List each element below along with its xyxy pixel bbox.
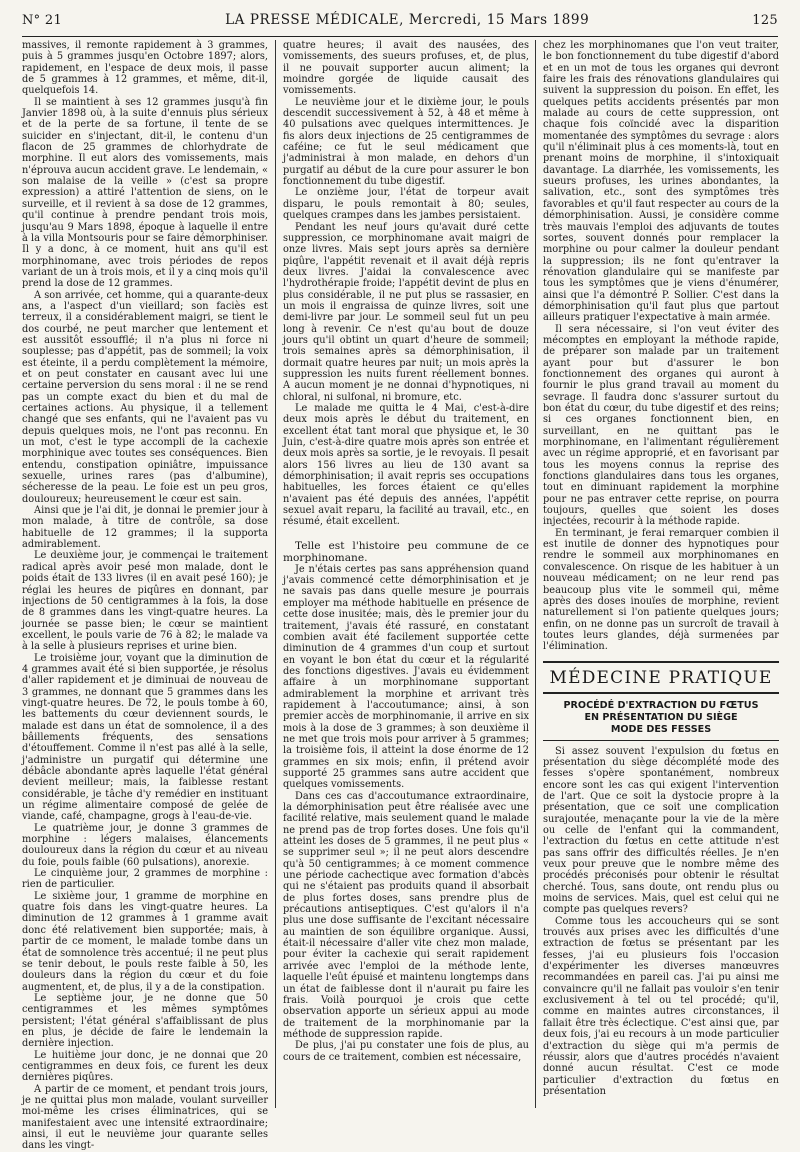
paragraph: Le neuvième jour et le dixième jour, le pouls descendit successivement à 52, à 48 et même à 40 pulsations avec quelques intermittences. Je fis alors deux injections de 25 centigrammes de caféine; ce fut le seul médicament que j'administrai à mon malade, en dehors d'un purgatif au début de la cure pour assurer le bon fonctionnement du tube digestif. — [283, 96, 529, 188]
column-3 — [543, 40, 779, 1110]
column-2 — [283, 40, 529, 1110]
column-separator — [535, 40, 536, 1108]
paragraph: Telle est l'histoire peu commune de ce morphinomane. — [283, 539, 529, 564]
paragraph: A son arrivée, cet homme, qui a quarante-deux ans, a l'aspect d'un vieillard; son faciès est terreux, il a considérablement maigri, se tient le dos courbé, ne peut marcher que lentement et est aussitôt essoufflé; il n'a plus ni force ni souplesse; pas d'appétit, pas de sommeil; la voix est éteinte, il a perdu complètement la mémoire, et on peut constater en causant avec lui une certaine perversion du sens moral : il ne se rend pas un compte exact du bien et du mal de certaines actions. Au physique, il a tellement changé que ses enfants, qui ne l'avaient pas vu depuis quelques mois, ne l'ont pas reconnu. En un mot, c'est le type accompli de la cachexie morphinique avec toutes ses conséquences. Bien entendu, constipation opiniâtre, impuissance sexuelle, urines rares (pas d'albumine), sécheresse de la peau. Le foie est un peu gros, douloureux; heureusement le cœur est sain. — [22, 289, 268, 505]
paragraph: Le septième jour, je ne donne que 50 centigrammes et les mêmes symptômes persistent; l'état général s'affaiblissant de plus en plus, je décide de faire le lendemain la dernière injection. — [22, 992, 268, 1050]
article-title — [543, 700, 779, 736]
paragraph: Il se maintient à ses 12 grammes jusqu'à fin Janvier 1898 où, à la suite d'ennuis plus sérieux et de la perte de sa fortune, il tente de se suicider en s'injectant, dit-il, le contenu d'un flacon de 25 grammes de chlorhydrate de morphine. Il eut alors des vomissements, mais n'éprouva aucun accident grave. Le lendemain, « son malaise de la veille » (c'est sa propre expression) a attiré l'attention de siens, on le surveille, et il revient à sa dose de 12 grammes, qu'il continue à prendre pendant trois mois, jusqu'au 9 Mars 1898, époque à laquelle il entre à la villa Montsouris pour se faire démorphiniser. Il y a donc, à ce moment, huit ans qu'il est morphinomane, avec trois périodes de repos variant de un à trois mois, et il y a cinq mois qu'il prend la dose de 12 grammes. — [22, 96, 268, 290]
journal-title: LA PRESSE MÉDICALE, Mercredi, 15 Mars 1899 — [225, 12, 590, 28]
paragraph: De plus, j'ai pu constater une fois de plus, au cours de ce traitement, combien est nécessaire, — [283, 1040, 529, 1063]
paragraph: Le cinquième jour, 2 grammes de morphine : rien de particulier. — [22, 868, 268, 891]
column-separator — [275, 40, 276, 1108]
page-number: N° 21 — [22, 13, 63, 28]
paragraph: Je n'étais certes pas sans appréhension quand j'avais commencé cette démorphinisation et je ne savais pas dans quelle mesure je pourrais employer ma méthode habituelle en présence de cette dose inusitée; mais, dès le premier jour du traitement, j'avais été rassuré, en constatant combien avait été facilement supportée cette diminution de 4 grammes d'un coup et surtout en voyant le bon état du cœur et la régularité des fonctions digestives. J'avais eu évidemment affaire à un morphinomane supportant admirablement la morphine et arrivant très rapidement à l'accoutumance; ainsi, à son premier accès de morphinomanie, il arrive en six mois à la dose de 3 grammes; à son deuxième il ne met que trois mois pour arriver à 5 grammes; la troisième fois, il atteint la dose énorme de 12 grammes en six mois; enfin, il prétend avoir supporté 25 grammes sans autre accident que quelques vomissements. — [283, 563, 529, 791]
paragraph: Le malade me quitta le 4 Mai, c'est-à-dire deux mois après le début du traitement, en excellent état tant moral que physique et, le 30 Juin, c'est-à-dire quatre mois après son entrée et deux mois après sa sortie, je le revoyais. Il pesait alors 156 livres au lieu de 130 avant sa démorphinisation; il avait repris ses occupations habituelles, les forces étaient ce qu'elles n'avaient pas été depuis des années, l'appétit sexuel avait reparu, la facilité au travail, etc., en résumé, était excellent. — [283, 403, 529, 528]
paragraph: Le onzième jour, l'état de torpeur avait disparu, le pouls remontait à 80; seules, quelques crampes dans les jambes persistaient. — [283, 187, 529, 222]
page-header — [22, 12, 778, 34]
paragraph: Ainsi que je l'ai dit, je donnai le premier jour à mon malade, à titre de contrôle, sa dose habituelle de 12 grammes; il la supporta admirablement. — [22, 505, 268, 551]
paragraph: Comme tous les accoucheurs qui se sont trouvés aux prises avec les difficultés d'une extraction de fœtus se présentant par les fesses, j'ai eu plusieurs fois l'occasion d'expérimenter les diverses manœuvres recommandées en pareil cas. J'ai pu ainsi me convaincre qu'il ne fallait pas vouloir s'en tenir exclusivement à tel ou tel procédé; qu'il, comme en maintes autres circonstances, il fallait être très éclectique. C'est ainsi que, par deux fois, j'ai eu recours à un mode particulier d'extraction du siège qui m'a permis de réussir, alors que d'autres procédés n'avaient donné aucun résultat. C'est ce mode particulier d'extraction du fœtus en présentation — [543, 915, 779, 1097]
article-title-line: MODE DES FESSES — [610, 723, 712, 735]
article-title-line: EN PRÉSENTATION DU SIÈGE — [584, 711, 738, 723]
folio-number: 125 — [752, 13, 778, 28]
paragraph: Il sera nécessaire, si l'on veut éviter des mécomptes en employant la méthode rapide, de préparer son malade par un traitement ayant pour but d'assurer le bon fonctionnement des organes qui auront à fournir le plus grand travail au moment du sevrage. Il faudra donc s'assurer surtout du bon état du cœur, du tube digestif et des reins; si ces organes fonctionnent bien, en surveillant, en ne quittant pas le morphinomane, en l'alimentant régulièrement avec un régime approprié, et en favorisant par tous les moyens connus la reprise des fonctions glandulaires dans tous les organes, tout en diminuant rapidement la morphine pour ne pas entraver cette reprise, on pourra toujours, quelles que soient les doses injectées, recourir à la méthode rapide. — [543, 323, 779, 528]
paragraph: Le sixième jour, 1 gramme de morphine en quatre fois dans les vingt-quatre heures. La diminution de 12 grammes à 1 gramme avait donc été relativement bien supportée; mais, à partir de ce moment, le malade tombe dans un état de somnolence très accentué; il ne peut plus se tenir debout, le pouls reste faible à 50, les douleurs dans la région du cœur et du foie augmentent, et, de plus, il y a de la constipation. — [22, 890, 268, 993]
paragraph: Le quatrième jour, je donne 3 grammes de morphine : légers malaises, élancements douloureux dans la région du cœur et au niveau du foie, pouls faible (60 pulsations), anorexie. — [22, 822, 268, 868]
article-title-line: PROCÉDÉ D'EXTRACTION DU FŒTUS — [563, 699, 759, 711]
paragraph: Dans ces cas d'accoutumance extraordinaire, la démorphinisation peut être réalisée avec une facilité relative, mais seulement quand le malade ne prend pas de trop fortes doses. Une fois qu'il atteint les doses de 5 grammes, il ne peut plus « se supprimer seul »; il ne peut alors descendre qu'à 50 centigrammes; à ce moment commence une période cachectique avec formation d'abcès qui ne s'étaient pas produits quand il absorbait de plus fortes doses, sans prendre plus de précautions antiseptiques. C'est qu'alors il n'a plus une dose suffisante de l'excitant nécessaire au maintien de son équilibre organique. Aussi, était-il nécessaire d'aller vite chez mon malade, pour éviter la cachexie qui serait rapidement arrivée avec l'emploi de la méthode lente, laquelle l'eût épuisé et maintenu longtemps dans un état de faiblesse dont il n'aurait pu faire les frais. Voilà pourquoi je crois que cette observation apporte un sérieux appui au mode de traitement de la morphinomanie par la méthode de suppression rapide. — [283, 790, 529, 1040]
paragraph: A partir de ce moment, et pendant trois jours, je ne quittai plus mon malade, voulant surveiller moi-même les crises éliminatrices, qui se manifestaient avec une intensité extraordinaire; ainsi, il eut le neuvième jour quarante selles dans les vingt- — [22, 1083, 268, 1152]
paragraph: Si assez souvent l'expulsion du fœtus en présentation du siège décomplété mode des fesses s'opère spontanément, nombreux encore sont les cas qui exigent l'intervention de l'art. Que ce soit la dystocie propre à la présentation, que ce soit une complication surajoutée, menaçante pour la vie de la mère ou celle de l'enfant qui la commandent, l'extraction du fœtus en cette attitude n'est pas sans offrir des difficultés réelles. Je n'en veux pour preuve que le nombre même des procédés préconisés pour obtenir le résultat cherché. Tous, sans doute, ont rendu plus ou moins de services. Mais, quel est celui qui ne compte pas quelques revers? — [543, 745, 779, 916]
paragraph: chez les morphinomanes que l'on veut traiter, le bon fonctionnement du tube digestif d'abord et en un mot de tous les organes qui devront faire les frais des rénovations glandulaires qui suivent la suppression du poison. En effet, les quelques petits accidents présentés par mon malade au cours de cette suppression, ont chaque fois coïncidé avec la disparition momentanée des symptômes du sevrage : alors qu'il n'éliminait plus à ces moments-là, tout en prenant moins de morphine, il s'intoxiquait davantage. La diarrhée, les vomissements, les sueurs profuses, les urines abondantes, la salivation, etc., sont des symptômes très favorables et qu'il faut respecter au cours de la démorphinisation. Aussi, je considère comme très mauvais l'emploi des adjuvants de toutes sortes, souvent donnés pour remplacer la morphine ou pour calmer la douleur pendant la suppression; ils ne font qu'entraver la rénovation glandulaire qui se manifeste par tous les symptômes que je viens d'énumérer, ainsi que l'a démontré P. Sollier. C'est dans la démorphinisation qu'il faut plus que partout ailleurs pratiquer l'expectative à main armée. — [543, 40, 779, 324]
paragraph: Le troisième jour, voyant que la diminution de 4 grammes avait été si bien supportée, je résolus d'aller rapidement et je diminuai de nouveau de 3 grammes, ne donnant que 5 grammes dans les vingt-quatre heures. De 72, le pouls tombe à 60, les battements du cœur deviennent sourds, le malade est dans un état de somnolence, il a des bâillements fréquents, des sensations d'étouffement. Comme il n'est pas allé à la selle, j'administre un purgatif qui détermine une débâcle abondante après laquelle l'état général devient meilleur; mais, la faiblesse restant considérable, je tâche d'y remédier en instituant un régime alimentaire composé de gelée de viande, café, champagne, grogs à l'eau-de-vie. — [22, 652, 268, 823]
paragraph: En terminant, je ferai remarquer combien il est inutile de donner des hypnotiques pour rendre le sommeil aux morphinomanes en convalescence. On risque de les habituer à un nouveau médicament; on ne leur rend pas beaucoup plus vite le sommeil qui, même après des doses inouïes de morphine, revient naturellement si l'on patiente quelques jours; enfin, on ne donne pas un surcroît de travail à toutes leurs glandes, déjà surmenées par l'élimination. — [543, 527, 779, 653]
title-rule — [543, 740, 779, 741]
header-rule — [22, 36, 778, 37]
paragraph: massives, il remonte rapidement à 3 grammes, puis à 5 grammes jusqu'en Octobre 1897; alors, rapidement, en l'espace de deux mois, il passe de 5 grammes à 12 grammes, et même, dit-il, quelquefois 14. — [22, 40, 268, 97]
paragraph: Pendant les neuf jours qu'avait duré cette suppression, ce morphinomane avait maigri de onze livres. Mais sept jours après sa dernière piqûre, l'appétit revenait et il avait déjà repris deux livres. J'aidai la convalescence avec l'hydrothérapie froide; l'appétit devint de plus en plus considérable, il ne put plus se rassasier, en un mois il engraissa de quinze livres, soit une demi-livre par jour. Le sommeil seul fut un peu long à revenir. Ce n'est qu'au bout de douze jours qu'il obtint un quart d'heure de sommeil; trois semaines après sa démorphinisation, il dormait quatre heures par nuit; un mois après la suppression les nuits furent réellement bonnes. A aucun moment je ne donnai d'hypnotiques, ni chloral, ni sulfonal, ni bromure, etc. — [283, 221, 529, 403]
column-1 — [22, 40, 268, 1152]
paragraph: quatre heures; il avait des nausées, des vomissements, des sueurs profuses, et, de plus, il ne pouvait supporter aucun aliment; la moindre gorgée de liquide causait des vomissements. — [283, 40, 529, 97]
paragraph: Le deuxième jour, je commençai le traitement radical après avoir pesé mon malade, dont le poids était de 133 livres (il en avait pesé 160); je réglai les heures de piqûres en donnant, par injections de 50 centigrammes à la fois, la dose de 8 grammes dans les vingt-quatre heures. La journée se passe bien; le cœur se maintient excellent, le pouls varie de 76 à 82; le malade va à la selle à plusieurs reprises et urine bien. — [22, 550, 268, 653]
section-heading: MÉDECINE PRATIQUE — [543, 661, 779, 694]
paragraph: Le huitième jour donc, je ne donnai que 20 centigrammes en deux fois, ce furent les deux dernières piqûres. — [22, 1049, 268, 1084]
